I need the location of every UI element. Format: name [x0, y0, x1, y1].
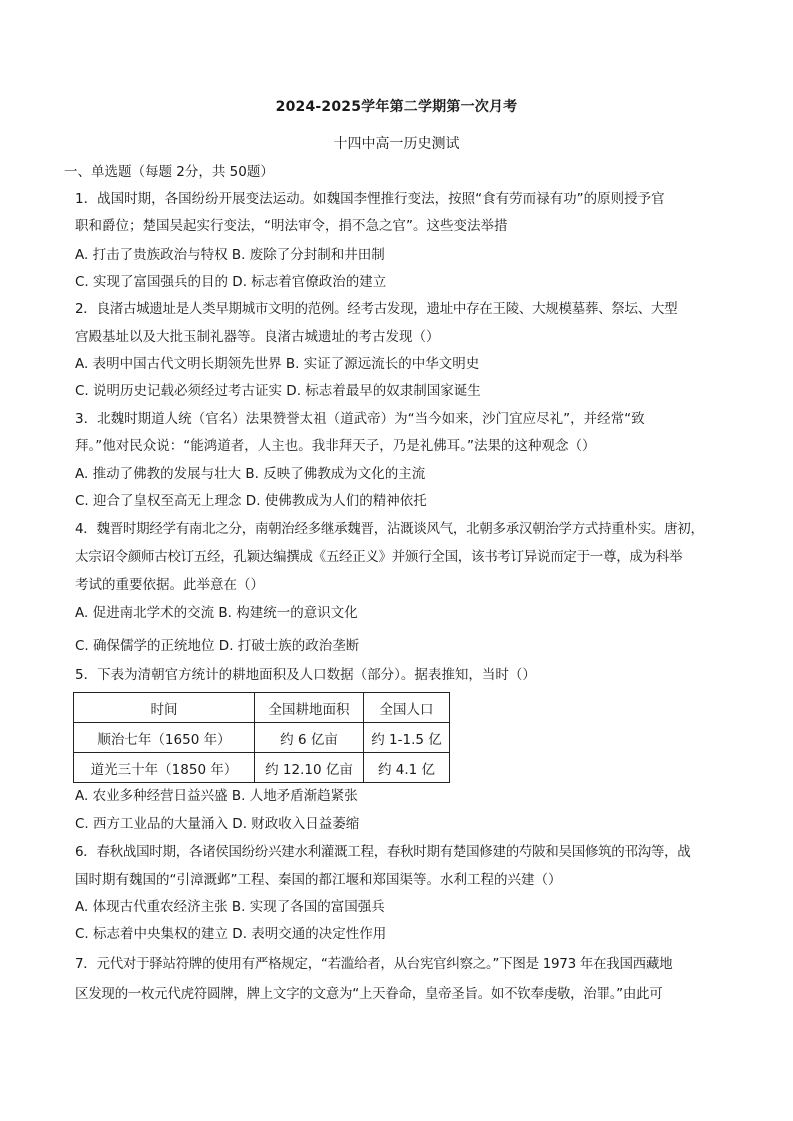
question-4-line-1: 4．魏晋时期经学有南北之分，南朝治经多继承魏晋，沾溉谈风气，北朝多承汉朝治学方式持重朴实。唐初， [75, 521, 704, 537]
question-2-line-1: 2．良渚古城遗址是人类早期城市文明的范例。经考古发现，遗址中存在王陵、大规模墓葬、祭坛、大型 [75, 301, 678, 317]
question-5-options-cd: C. 西方工业品的大量涌入 D. 财政收入日益萎缩 [75, 816, 360, 832]
table-cell: 约 12.10 亿亩 [255, 753, 364, 783]
question-3-options-cd: C. 迎合了皇权至高无上理念 D. 使佛教成为人们的精神依托 [75, 493, 427, 509]
exam-title: 2024-2025学年第二学期第一次月考 [275, 99, 518, 115]
section-heading: 一、单选题（每题 2分，共 50题） [64, 164, 274, 180]
question-4-line-2: 太宗诏令颜师古校订五经，孔颖达编撰成《五经正义》并颁行全国，该书考订异说而定于一尊，成为科举 [75, 549, 683, 565]
question-2-line-2: 宫殿基址以及大批玉制礼器等。良渚古城遗址的考古发现（） [75, 329, 440, 345]
question-3-line-1: 3．北魏时期道人统（官名）法果赞誉太祖（道武帝）为“当今如来，沙门宜应尽礼”，并经常“致 [75, 411, 645, 427]
question-5-options-ab: A. 农业多种经营日益兴盛 B. 人地矛盾渐趋紧张 [75, 788, 358, 804]
question-1-options-cd: C. 实现了富国强兵的目的 D. 标志着官僚政治的建立 [75, 274, 387, 290]
exam-subtitle: 十四中高一历史测试 [333, 136, 460, 152]
table-header-cell: 全国耕地面积 [255, 693, 364, 723]
question-2-options-ab: A. 表明中国古代文明长期领先世界 B. 实证了源远流长的中华文明史 [75, 356, 480, 372]
table-cell: 道光三十年（1850 年） [74, 753, 255, 783]
table-cell: 约 4.1 亿 [364, 753, 450, 783]
question-1-line-2: 职和爵位；楚国吴起实行变法，“明法审令，捐不急之官”。这些变法举措 [75, 218, 508, 234]
question-5-line-1: 5．下表为清朝官方统计的耕地面积及人口数据（部分）。据表推知，当时（） [75, 667, 536, 683]
question-4-line-3: 考试的重要依据。此举意在（） [75, 577, 264, 593]
question-2-options-cd: C. 说明历史记载必须经过考古证实 D. 标志着最早的奴隶制国家诞生 [75, 383, 481, 399]
table-cell: 约 1-1.5 亿 [364, 723, 450, 753]
question-6-options-ab: A. 体现古代重农经济主张 B. 实现了各国的富国强兵 [75, 899, 385, 915]
table-header-cell: 时间 [74, 693, 255, 723]
question-4-options-cd: C. 确保儒学的正统地位 D. 打破士族的政治垄断 [75, 638, 360, 654]
question-1-options-ab: A. 打击了贵族政治与特权 B. 废除了分封制和井田制 [75, 247, 385, 263]
question-6-line-1: 6．春秋战国时期，各诸侯国纷纷兴建水利灌溉工程，春秋时期有楚国修建的芍陂和吴国修筑的邗沟等，战 [75, 844, 691, 860]
table-header-row [74, 693, 450, 723]
question-3-options-ab: A. 推动了佛教的发展与壮大 B. 反映了佛教成为文化的主流 [75, 466, 426, 482]
question-6-line-2: 国时期有魏国的“引漳溉邺”工程、秦国的都江堰和郑国渠等。水利工程的兴建（） [75, 872, 562, 888]
question-7-line-2: 区发现的一枚元代虎符圆牌，牌上文字的文意为“上天眷命，皇帝圣旨。如不钦奉虔敬，治罪。”由此可 [75, 986, 663, 1002]
question-1-line-1: 1．战国时期，各国纷纷开展变法运动。如魏国李悝推行变法，按照“食有劳而禄有功”的原则授予官 [75, 191, 665, 207]
question-4-options-ab: A. 促进南北学术的交流 B. 构建统一的意识文化 [75, 605, 358, 621]
question-6-options-cd: C. 标志着中央集权的建立 D. 表明交通的决定性作用 [75, 926, 387, 942]
question-3-line-2: 拜。”他对民众说：“能鸿道者，人主也。我非拜天子，乃是礼佛耳。”法果的这种观念（） [75, 438, 596, 454]
table-cell: 顺治七年（1650 年） [74, 723, 255, 753]
table-cell: 约 6 亿亩 [255, 723, 364, 753]
table-row [74, 723, 450, 753]
table-header-cell: 全国人口 [364, 693, 450, 723]
table-row [74, 753, 450, 783]
data-table [73, 692, 450, 783]
question-7-line-1: 7．元代对于驿站符牌的使用有严格规定，“若滥给者，从台宪官纠察之。”下图是 1973 年在我国西藏地 [75, 956, 673, 972]
